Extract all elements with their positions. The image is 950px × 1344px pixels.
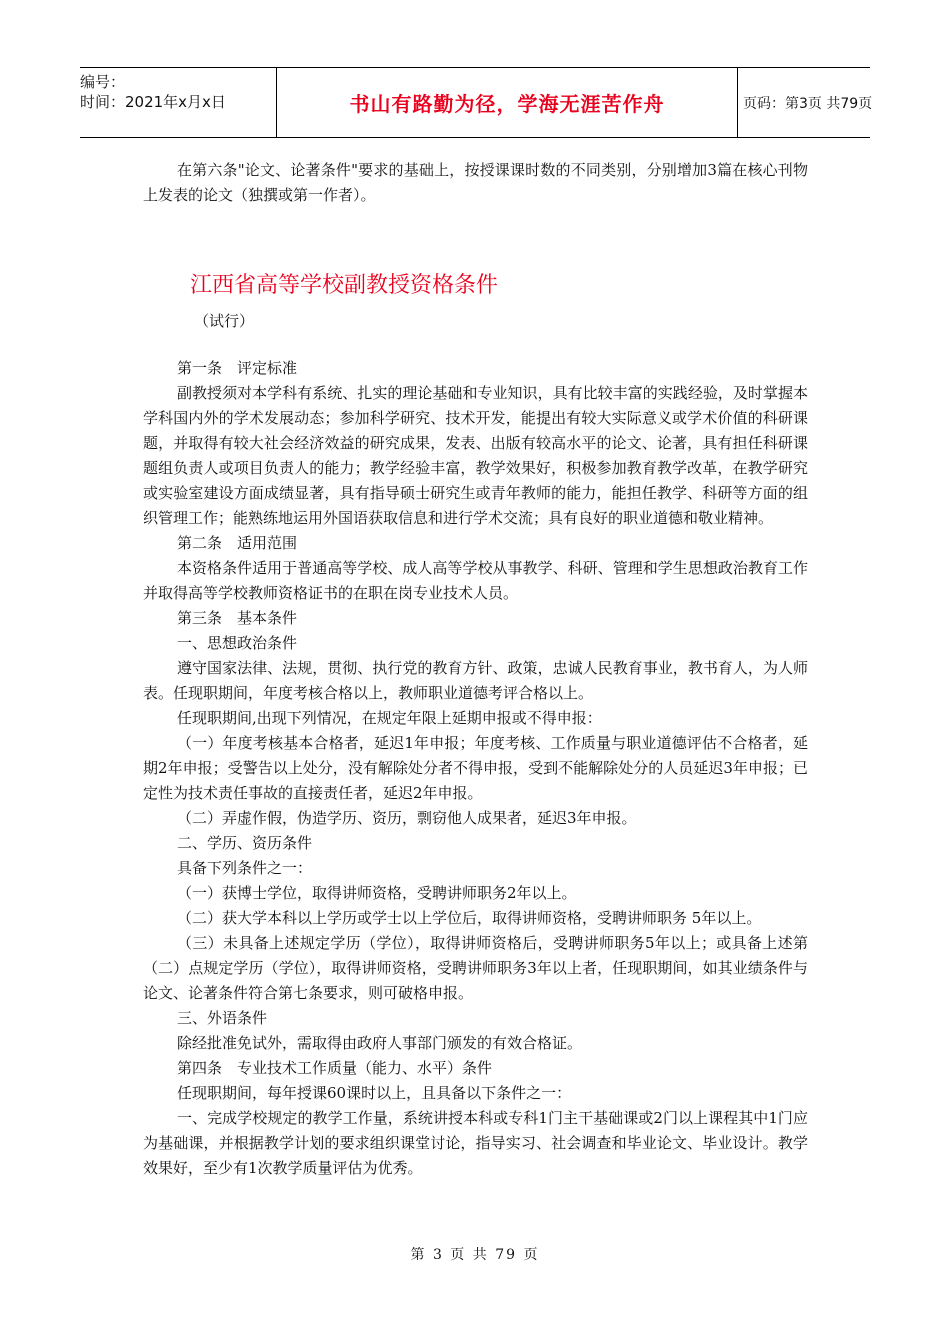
paragraph: 任现职期间,出现下列情况，在规定年限上延期申报或不得申报：: [177, 709, 602, 727]
paragraph: （二）获大学本科以上学历或学士以上学位后，取得讲师资格，受聘讲师职务 5年以上。: [177, 909, 762, 927]
page-footer: 第 3 页 共 79 页: [410, 1247, 540, 1263]
paragraph: 具备下列条件之一：: [177, 859, 313, 877]
header-motto: 书山有路勤为径，学海无涯苦作舟: [276, 68, 738, 137]
paragraph: 第三条 基本条件: [177, 609, 298, 627]
paragraph: 遵守国家法律、法规，贯彻、执行党的教育方针、政策，忠诚人民教育事业，教书育人，为人师表。任现职期间，年度考核合格以上，教师职业道德考评合格以上。: [143, 659, 808, 702]
paragraph: 第四条 专业技术工作质量（能力、水平）条件: [177, 1059, 493, 1077]
intro-paragraph: 在第六条"论文、论著条件"要求的基础上，按授课课时数的不同类别，分别增加3篇在核心刊物上发表的论文（独撰或第一作者）。: [143, 161, 808, 204]
paragraph: 第一条 评定标准: [177, 359, 298, 377]
paragraph: 副教授须对本学科有系统、扎实的理论基础和专业知识，具有比较丰富的实践经验，及时掌握本学科国内外的学术发展动态；参加科学研究、技术开发，能提出有较大实际意义或学术价值的科研课题，并取得有较大社会经济效益的研究成果，发表、出版有较高水平的论文、论著，具有担任科研课题组负责人或项目负责人的能力；教学经验丰富，教学效果好，积极参加教育教学改革，在教学研究或实验室建设方面成绩显著，具有指导硕士研究生或青年教师的能力，能担任教学、科研等方面的组织管理工作；能熟练地运用外国语获取信息和进行学术交流；具有良好的职业道德和敬业精神。: [143, 384, 808, 527]
paragraph: 一、思想政治条件: [177, 634, 298, 652]
document-body: [143, 356, 808, 1181]
header-meta: [80, 68, 276, 137]
paragraph: 除经批准免试外，需取得由政府人事部门颁发的有效合格证。: [177, 1034, 583, 1052]
code-label: 编号：: [80, 73, 126, 91]
paragraph: （一）年度考核基本合格者，延迟1年申报；年度考核、工作质量与职业道德评估不合格者，延期2年申报；受警告以上处分，没有解除处分者不得申报，受到不能解除处分的人员延迟3年申报；已定性为技术责任事故的直接责任者，延迟2年申报。: [143, 734, 808, 802]
document-subtitle: （试行）: [194, 312, 255, 330]
paragraph: 三、外语条件: [177, 1009, 268, 1027]
paragraph: 一、完成学校规定的教学工作量，系统讲授本科或专科1门主干基础课或2门以上课程其中1门应为基础课，并根据教学计划的要求组织课堂讨论，指导实习、社会调查和毕业论文、毕业设计。教学效果好，至少有1次教学质量评估为优秀。: [143, 1109, 808, 1177]
paragraph: 任现职期间，每年授课60课时以上，且具备以下条件之一：: [177, 1084, 572, 1102]
paragraph: （三）未具备上述规定学历（学位），取得讲师资格后，受聘讲师职务5年以上；或具备上述第（二）点规定学历（学位），取得讲师资格，受聘讲师职务3年以上者，任现职期间，如其业绩条件与论文、论著条件符合第七条要求，则可破格申报。: [143, 934, 808, 1002]
paragraph: （一）获博士学位，取得讲师资格，受聘讲师职务2年以上。: [177, 884, 577, 902]
document-title: 江西省高等学校副教授资格条件: [190, 273, 499, 298]
time-label: 时间：2021年x月x日: [80, 93, 226, 111]
page-header: [80, 67, 873, 138]
header-page-info: 页码：第3页 共79页: [743, 95, 873, 112]
paragraph: 二、学历、资历条件: [177, 834, 313, 852]
paragraph: 第二条 适用范围: [177, 534, 298, 552]
paragraph: （二）弄虚作假，伪造学历、资历，剽窃他人成果者，延迟3年申报。: [177, 809, 637, 827]
paragraph: 本资格条件适用于普通高等学校、成人高等学校从事教学、科研、管理和学生思想政治教育工作并取得高等学校教师资格证书的在职在岗专业技术人员。: [143, 559, 808, 602]
intro-section: [143, 158, 808, 208]
